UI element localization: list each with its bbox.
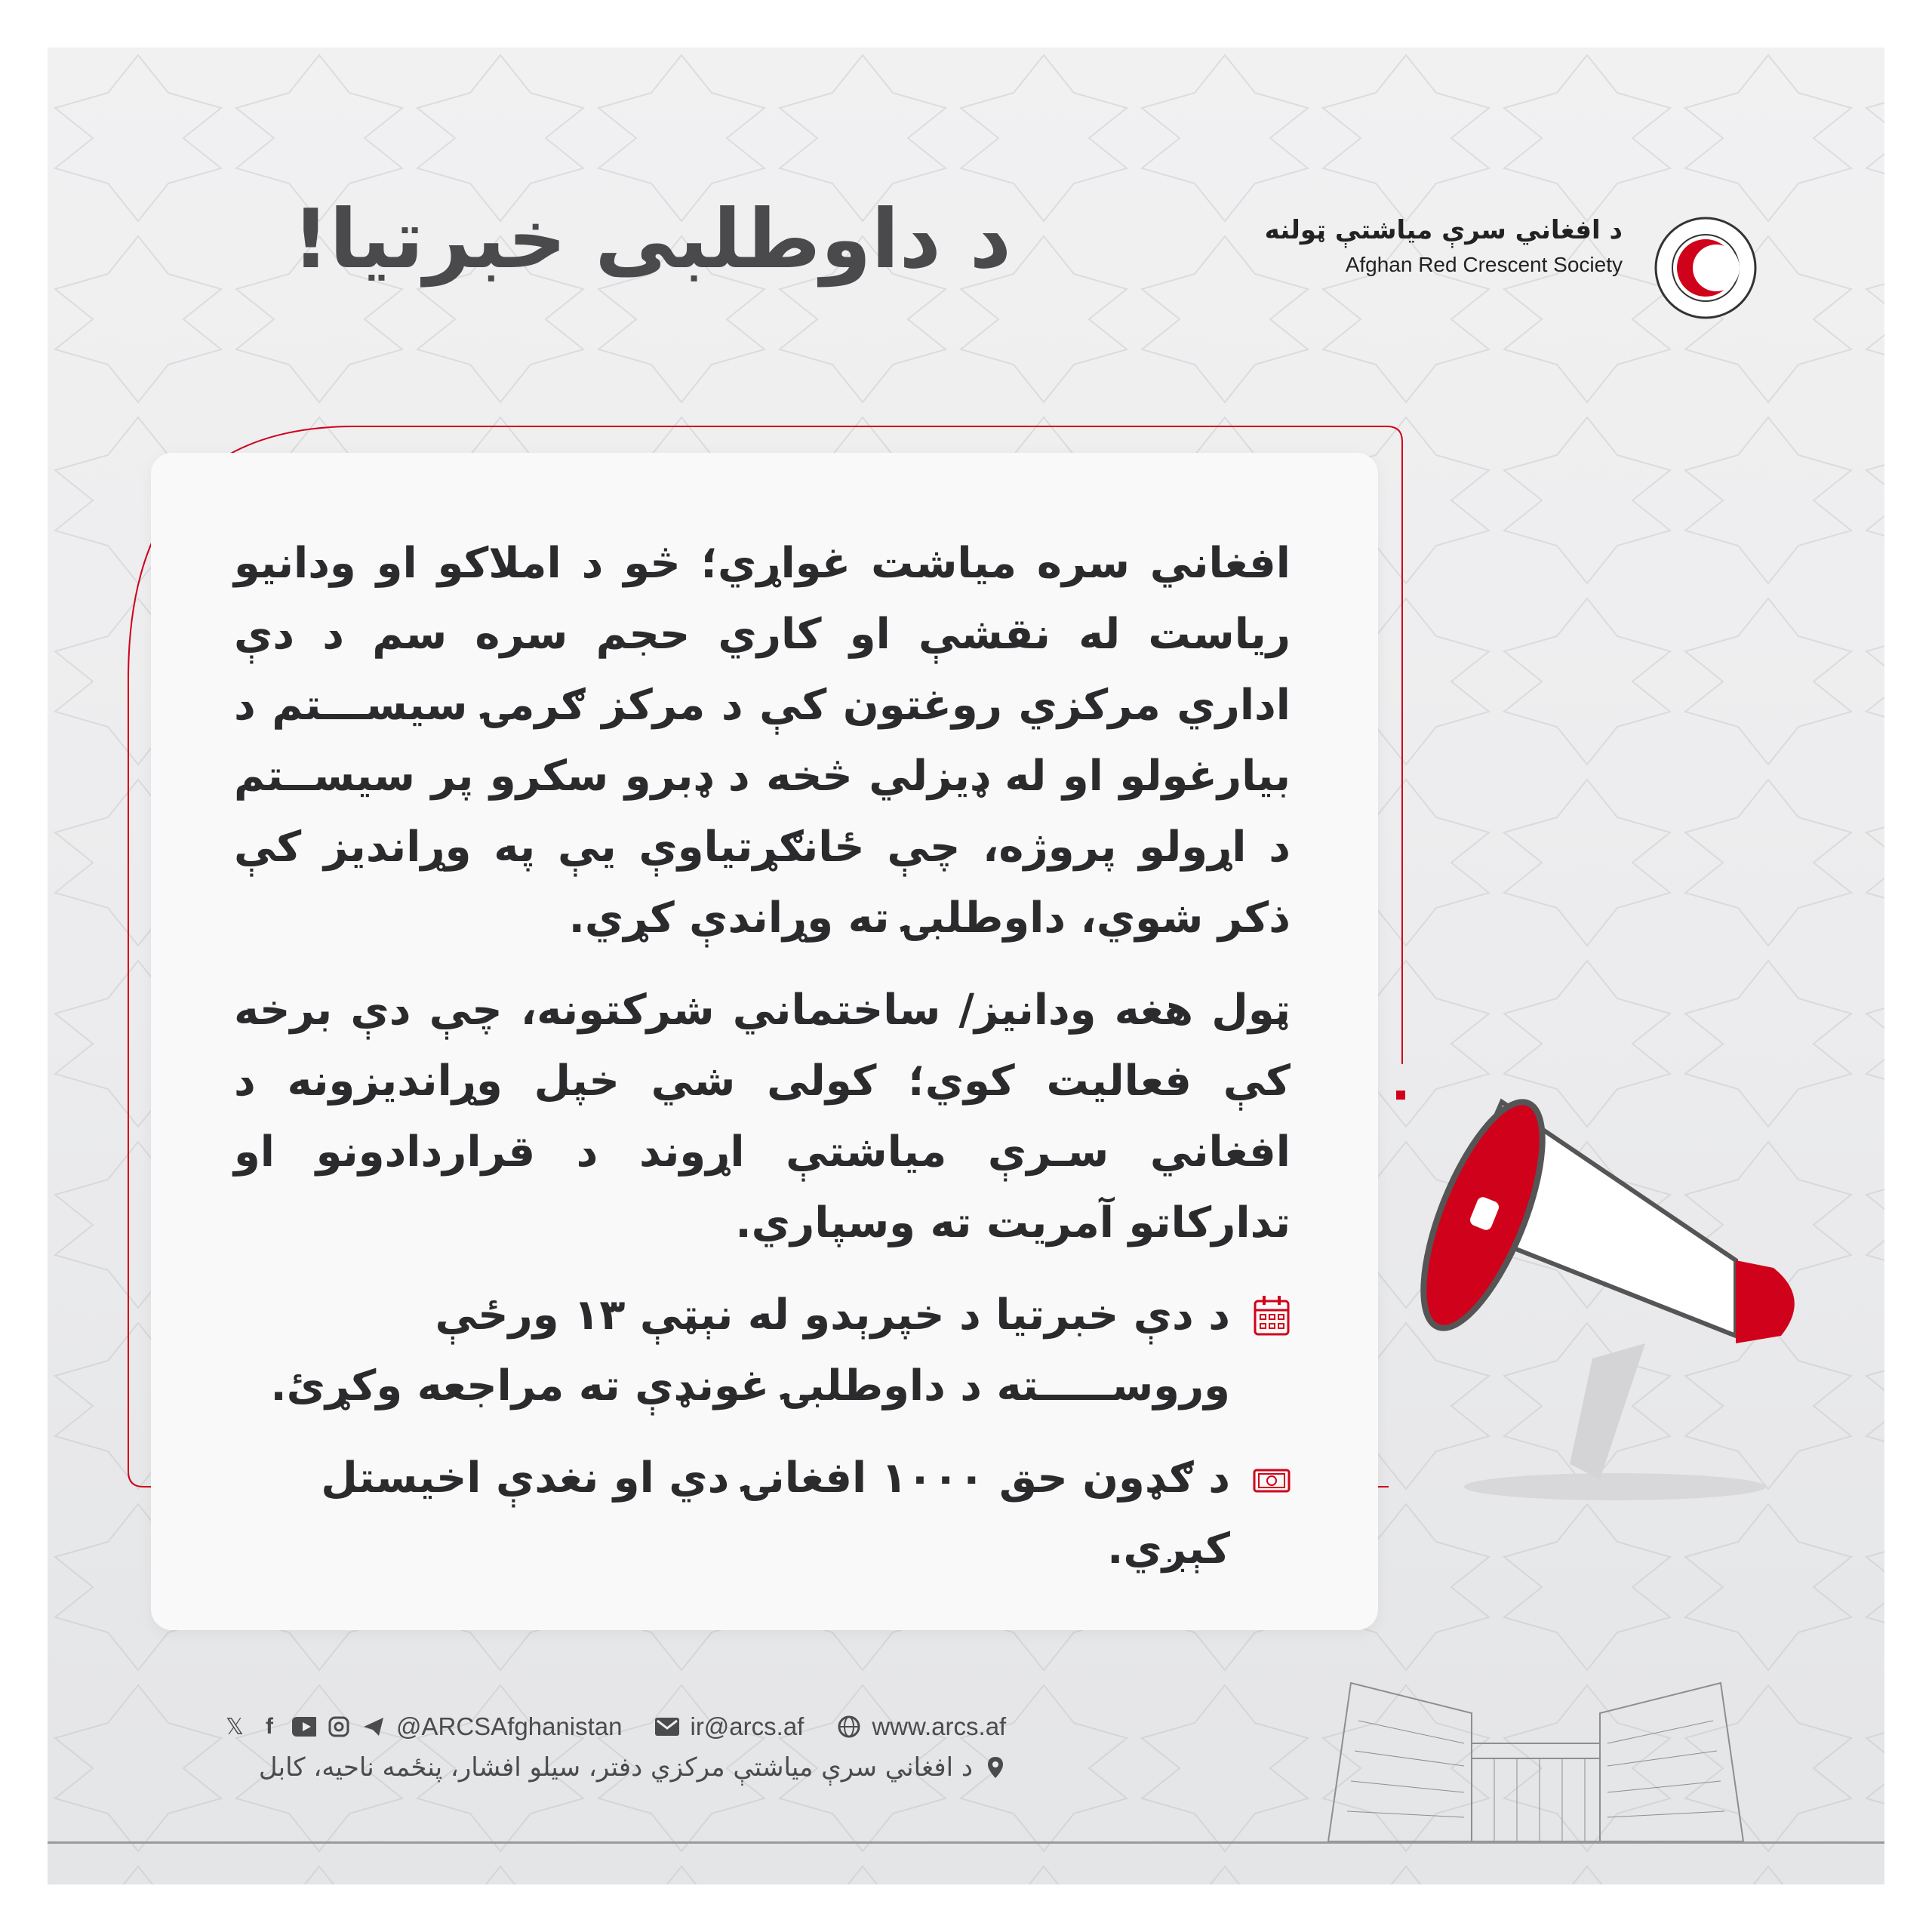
org-name-english: Afghan Red Crescent Society — [1345, 253, 1623, 276]
email-icon — [655, 1715, 679, 1739]
megaphone-illustration — [1419, 1087, 1811, 1509]
announcement-content — [234, 528, 1291, 1585]
website-link[interactable]: www.arcs.af — [872, 1712, 1007, 1740]
address-text: د افغاني سرې میاشتې مرکزي دفتر، سیلو افشار، پنځمه ناحیه، کابل — [258, 1752, 973, 1783]
youtube-icon[interactable] — [292, 1715, 316, 1739]
bullet-fee — [234, 1443, 1291, 1585]
announcement-card — [151, 453, 1378, 1630]
email-link[interactable]: ir@arcs.af — [690, 1712, 804, 1740]
money-icon — [1253, 1457, 1291, 1502]
social-handle[interactable]: @ARCSAfghanistan — [396, 1712, 623, 1740]
red-crescent-logo — [1653, 215, 1758, 321]
headquarters-building-drawing — [1321, 1660, 1751, 1849]
paragraph-1: افغاني سره میاشت غواړي؛ څو د املاکو او ودانیو ریاست له نقشې او کاري حجم سره سم د دې اداري مرکزي روغتون کې د مرکز ګرمۍ سیســـتم د بیارغولو او له ډیزلي څخه د ډبرو سکرو پر سیســتم د اړولو پروژه، چې ځانګړتیاوې یې په وړاندیز کې ذکر شوي، داوطلبۍ ته وړاندې کړي. — [234, 539, 1291, 943]
bullet-deadline — [234, 1280, 1291, 1422]
page-title: د داوطلبی خبرتیا! — [292, 192, 1011, 287]
globe-icon — [837, 1715, 861, 1739]
x-twitter-icon[interactable]: 𝕏 — [225, 1714, 245, 1740]
org-name — [1265, 215, 1623, 277]
location-pin-icon — [983, 1755, 1008, 1780]
footer-divider — [48, 1841, 1884, 1844]
bullet-text: د دې خبرتیا د خپرېدو له نېټې ۱۳ ورځې وروســـــته د داوطلبۍ غونډې ته مراجعه وکړئ. — [270, 1291, 1230, 1411]
instagram-icon[interactable] — [327, 1715, 351, 1739]
paragraph-2: ټول هغه ودانیز/ ساختماني شرکتونه، چې دې برخه کې فعالیت کوي؛ کولی شي خپل وړاندیزونه د افغاني سـرې میاشتې اړوند د قراردادونو او تدارکاتو آمریت ته وسپاري. — [234, 986, 1291, 1247]
address-row — [223, 1752, 1008, 1783]
footer — [223, 1707, 1008, 1783]
bullet-text: د ګډون حق ۱۰۰۰ افغانۍ دي او نغدې اخیستل کېږي. — [321, 1454, 1230, 1574]
telegram-icon[interactable] — [361, 1715, 386, 1739]
facebook-icon[interactable]: f — [266, 1714, 273, 1739]
contact-row — [223, 1707, 1008, 1746]
org-name-pashto: د افغاني سرې میاشتې ټولنه — [1264, 215, 1623, 245]
calendar-icon — [1253, 1294, 1291, 1339]
